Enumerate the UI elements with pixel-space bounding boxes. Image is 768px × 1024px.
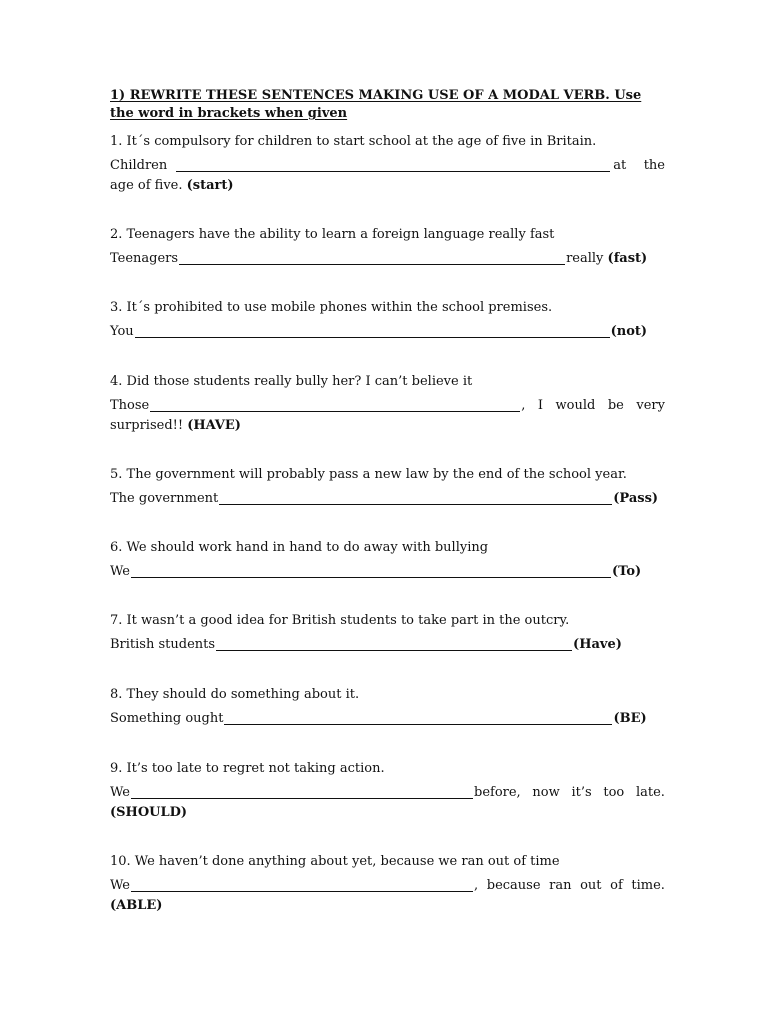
answer-line: [110, 249, 665, 269]
question-prompt: 9. It’s too late to regret not taking action.: [110, 761, 385, 776]
question-prompt: 6. We should work hand in hand to do away with bullying: [110, 540, 489, 555]
answer-line: [110, 876, 665, 896]
question-prompt: 7. It wasn’t a good idea for British students to take part in the outcry.: [110, 613, 570, 628]
answer-blank[interactable]: [135, 323, 610, 338]
sentence-end: really: [566, 251, 604, 266]
answer-line: [110, 156, 665, 176]
question-10: [110, 852, 665, 916]
question-prompt: 2. Teenagers have the ability to learn a foreign language really fast: [110, 227, 555, 242]
answer-blank[interactable]: [219, 490, 612, 505]
question-8: [110, 685, 665, 729]
answer-blank[interactable]: [150, 397, 520, 412]
question-7: [110, 611, 665, 655]
question-9: [110, 759, 665, 823]
sentence-word: late.: [635, 785, 665, 800]
answer-line: [110, 709, 665, 729]
answer-line: [110, 562, 665, 582]
sentence-word: before,: [474, 785, 521, 800]
exercise-title: 1) REWRITE THESE SENTENCES MAKING USE OF A MODAL VERB. Use the word in brackets when given: [110, 88, 642, 121]
sentence-start: Those: [110, 398, 150, 413]
question-prompt: 4. Did those students really bully her? I can’t believe it: [110, 374, 473, 389]
bracket-hint: (Have): [573, 637, 622, 652]
sentence-start: The government: [110, 491, 219, 506]
sentence-continuation: age of five.: [110, 178, 183, 193]
sentence-word: I: [537, 398, 544, 413]
question-6: [110, 538, 665, 582]
answer-blank[interactable]: [176, 157, 610, 172]
answer-line: [110, 322, 665, 342]
answer-line: [110, 635, 665, 655]
sentence-word: out: [580, 878, 602, 893]
question-3: [110, 298, 665, 342]
bracket-hint: (BE): [613, 711, 647, 726]
answer-blank[interactable]: [131, 563, 611, 578]
question-prompt: 1. It´s compulsory for children to start school at the age of five in Britain.: [110, 134, 597, 149]
question-prompt: 10. We haven’t done anything about yet, because we ran out of time: [110, 854, 560, 869]
question-4: [110, 372, 665, 436]
answer-blank[interactable]: [131, 784, 473, 799]
bracket-hint: (HAVE): [187, 418, 241, 433]
bracket-hint: (SHOULD): [110, 805, 188, 820]
sentence-word: it’s: [571, 785, 592, 800]
sentence-start: We: [110, 564, 130, 579]
sentence-start: Something ought: [110, 711, 224, 726]
bracket-hint: (To): [612, 564, 642, 579]
answer-blank[interactable]: [224, 710, 612, 725]
sentence-continuation: surprised!!: [110, 418, 184, 433]
sentence-word: ran: [549, 878, 572, 893]
sentence-word: too: [603, 785, 625, 800]
question-prompt: 5. The government will probably pass a new law by the end of the school year.: [110, 467, 627, 482]
question-prompt: 3. It´s prohibited to use mobile phones within the school premises.: [110, 300, 553, 315]
question-5: [110, 465, 665, 509]
bracket-hint: (not): [610, 324, 648, 339]
sentence-start: We: [110, 785, 130, 800]
sentence-start: British students: [110, 637, 216, 652]
answer-line: [110, 396, 665, 416]
sentence-word: time.: [631, 878, 665, 893]
sentence-start: We: [110, 878, 130, 893]
sentence-word: of: [610, 878, 623, 893]
answer-blank[interactable]: [131, 877, 473, 892]
question-1: [110, 132, 665, 196]
bracket-hint: (fast): [607, 251, 648, 266]
sentence-word: very: [636, 398, 665, 413]
answer-blank[interactable]: [216, 636, 572, 651]
bracket-hint: (start): [186, 178, 234, 193]
bracket-hint: (ABLE): [110, 898, 163, 913]
question-prompt: 8. They should do something about it.: [110, 687, 360, 702]
sentence-start: Teenagers: [110, 251, 179, 266]
sentence-start: Children: [110, 158, 168, 173]
sentence-word: ,: [474, 878, 479, 893]
sentence-word: now: [532, 785, 560, 800]
answer-line: [110, 783, 665, 803]
sentence-word: ,: [521, 398, 526, 413]
sentence-word: at: [613, 158, 627, 173]
question-2: [110, 225, 665, 269]
sentence-start: You: [110, 324, 134, 339]
answer-blank[interactable]: [179, 250, 565, 265]
sentence-word: would: [555, 398, 596, 413]
answer-line: [110, 489, 665, 509]
sentence-word: be: [607, 398, 624, 413]
sentence-word: the: [643, 158, 665, 173]
bracket-hint: (Pass): [613, 491, 659, 506]
sentence-word: because: [486, 878, 541, 893]
